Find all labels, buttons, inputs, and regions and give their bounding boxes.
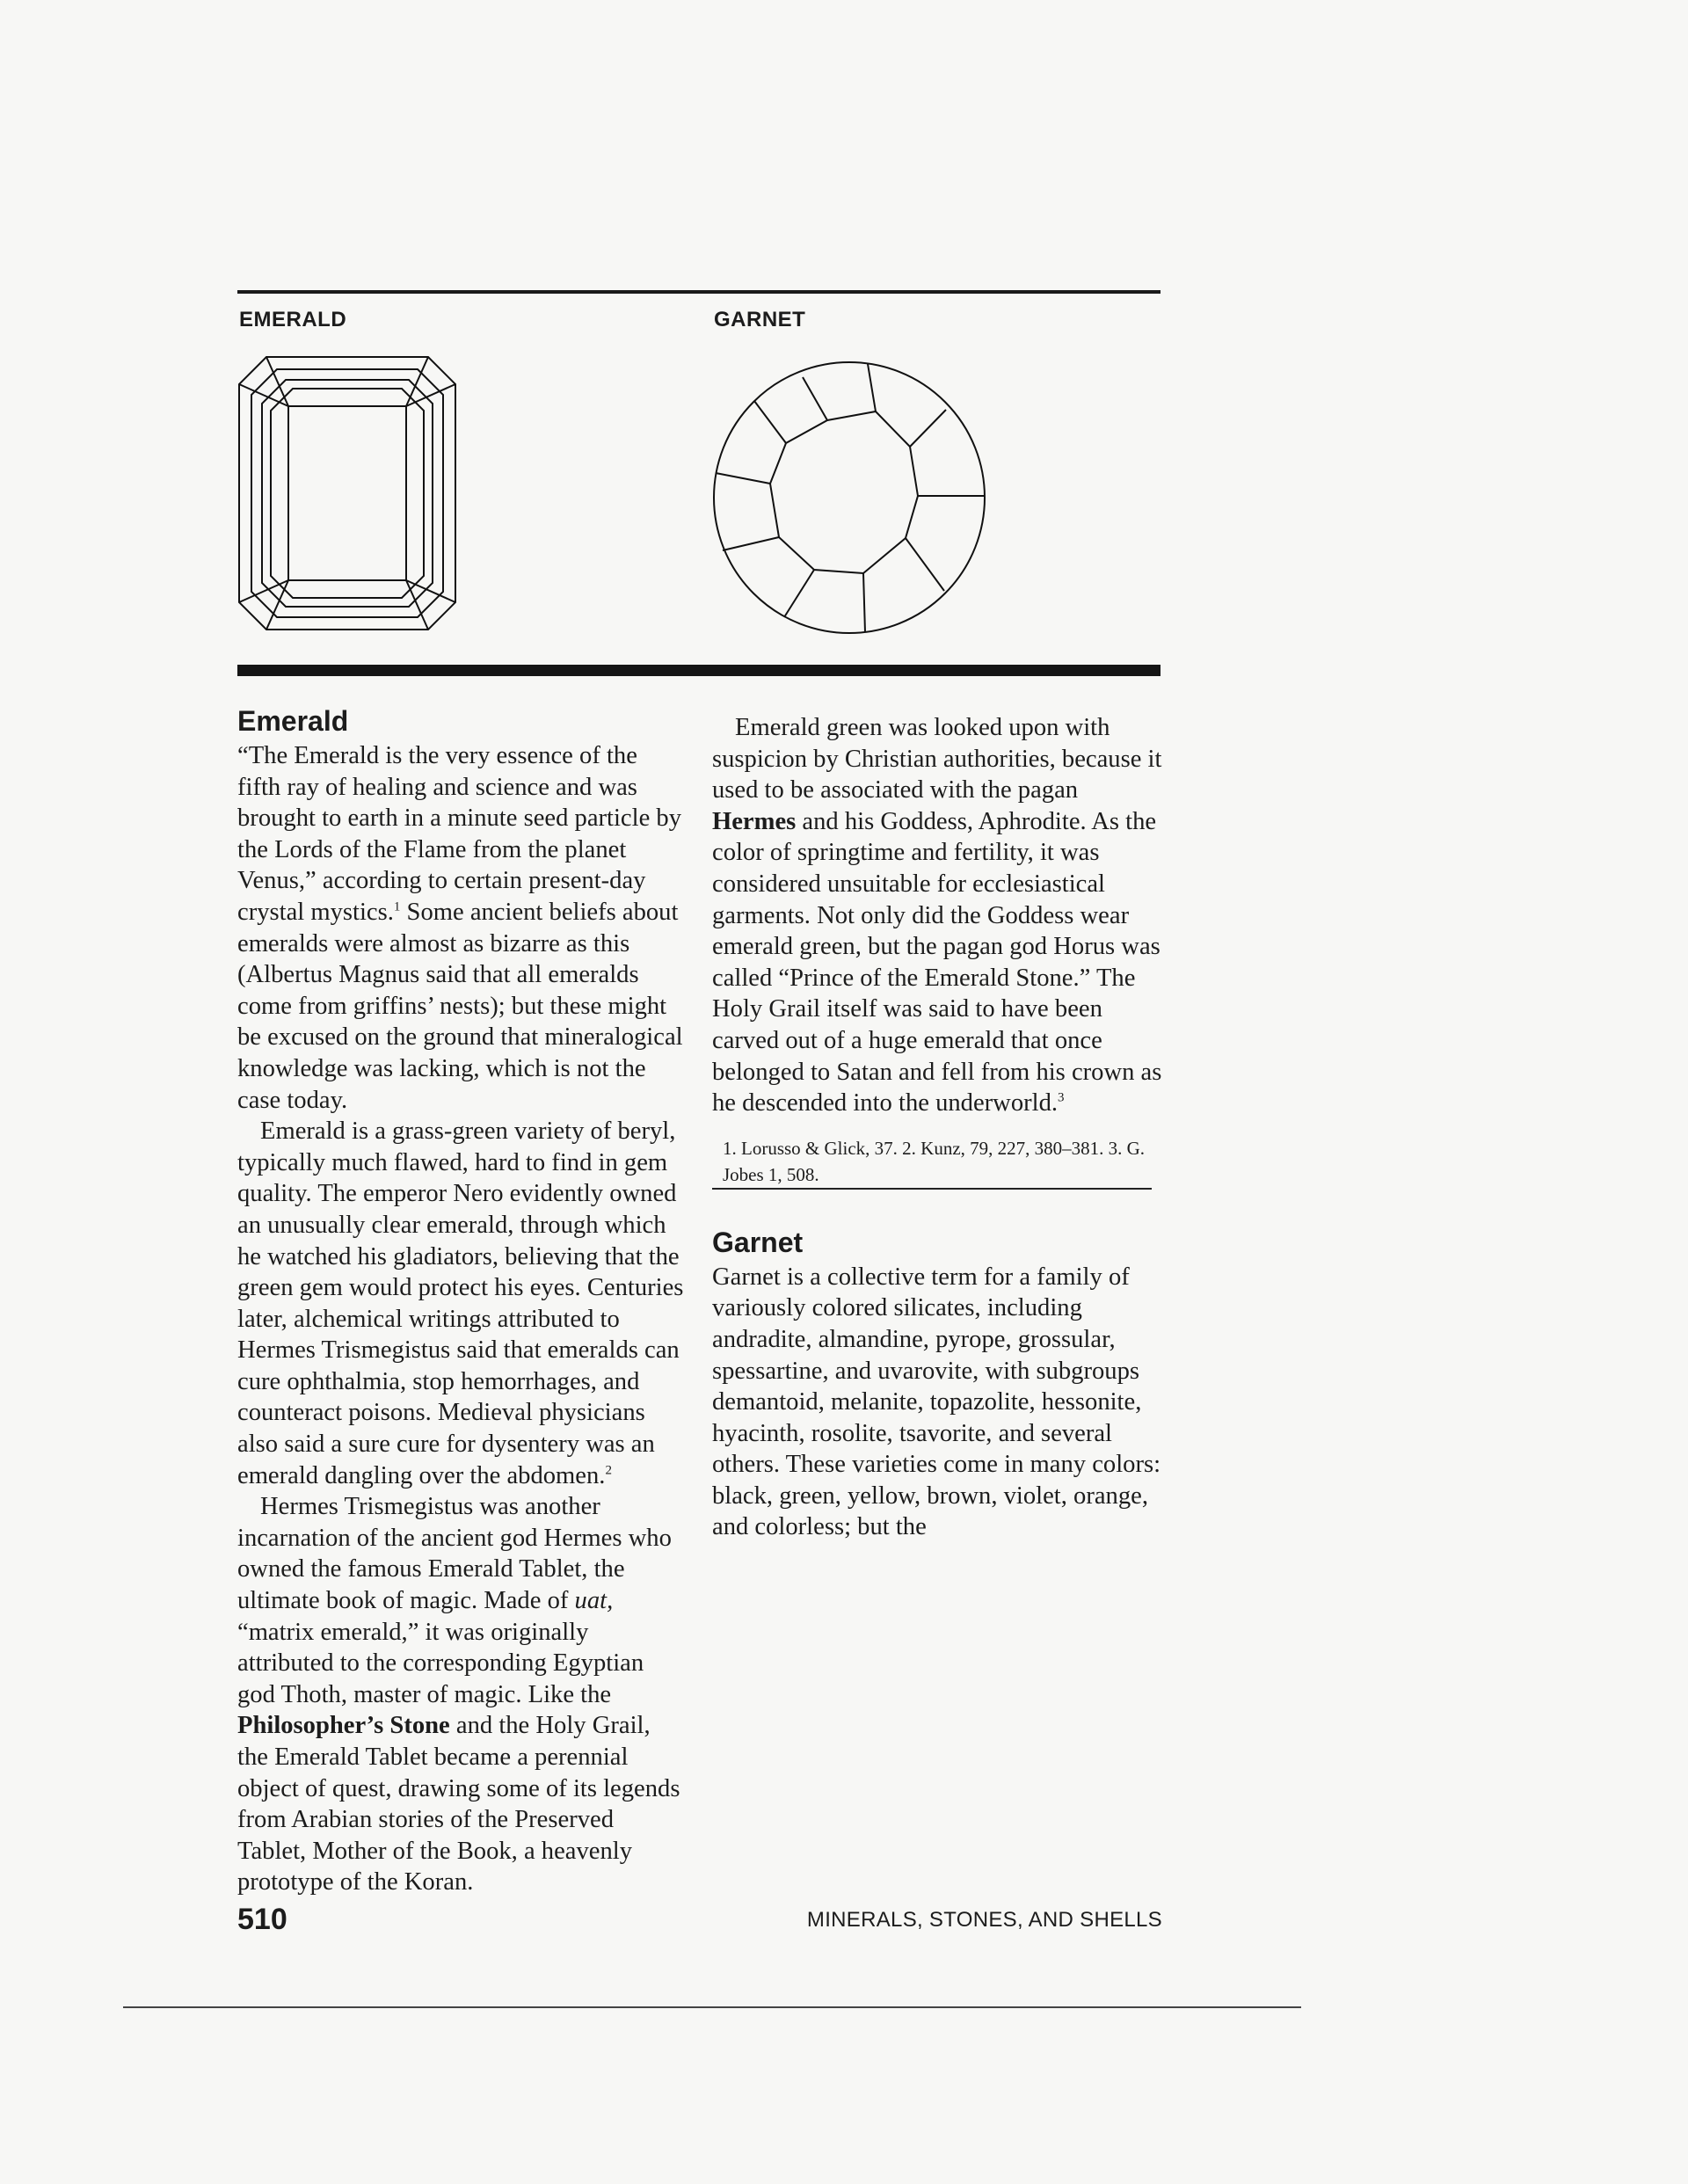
- emerald-paragraph-4: Emerald green was looked upon with suspicion by Christian authorities, because it used to be associated with the pagan Hermes and his Goddess, Aphrodite. As the color of springtime and fertility, it was considered unsuitable for ecclesiastical garments. Not only did the Goddess wear emerald green, but the pagan god Horus was called “Prince of the Emerald Stone.” The Holy Grail itself was said to have been carved out of a huge emerald that once belonged to Satan and fell from his crown as he descended into the underworld.$^3$: [712, 714, 1162, 1117]
- emerald-cut-label: EMERALD: [239, 308, 347, 331]
- header-rule: [237, 290, 1160, 294]
- garnet-cut-label: GARNET: [714, 308, 806, 331]
- running-footer: MINERALS, STONES, AND SHELLS: [806, 1908, 1162, 1932]
- emerald-paragraph-2: Emerald is a grass-green variety of beryl, typically much flawed, hard to find in gem quality. The emperor Nero evidently owned an unusually clear emerald, through which he watched his gladiators, believing that the green gem would protect his eyes. Centuries later, alchemical writings attributed to Hermes Trismegistus said that emeralds can cure ophthalmia, stop hemorrhages, and counteract poisons. Medieval physicians also said a sure cure for dysentery was an emerald dangling over the abdomen.$^2$: [237, 1117, 684, 1489]
- emerald-paragraph-1: “The Emerald is the very essence of the fifth ray of healing and science and was brought to earth in a minute seed particle by the Lords of the Flame from the planet Venus,” according to certain present-day crystal mystics.$^1$ Some ancient beliefs about emeralds were almost as bizarre as this (Albertus Magnus said that all emeralds come from griffins’ nests); but these might be excused on the ground that mineralogical knowledge was lacking, which is not the case today.: [237, 742, 683, 1114]
- footnote-rule: [712, 1188, 1152, 1190]
- emerald-footnotes: 1. Lorusso & Glick, 37. 2. Kunz, 79, 227, 380–381. 3. G. Jobes 1, 508.: [723, 1137, 1146, 1185]
- emerald-cut-diagram: [237, 355, 457, 631]
- garnet-heading: Garnet: [712, 1226, 804, 1258]
- xref-philosophers-stone[interactable]: Philosopher’s Stone: [237, 1712, 450, 1740]
- page-number: 510: [237, 1903, 287, 1936]
- garnet-paragraph-1: Garnet is a collective term for a family of variously colored silicates, including andradite, almandine, pyrope, grossular, spessartine, and uvarovite, with subgroups demantoid, melanite, topazolite, hessonite, hyacinth, rosolite, tsavorite, and several others. These varieties come in many colors: black, green, yellow, brown, violet, orange, and colorless; but the: [712, 1263, 1161, 1541]
- right-column: [712, 712, 1166, 1543]
- emerald-paragraph-3: Hermes Trismegistus was another incarnation of the ancient god Hermes who owned the famous Emerald Tablet, the ultimate book of magic. Made of uat, “matrix emerald,” it was originally attributed to the corresponding Egyptian god Thoth, master of magic. Like the Philosopher’s Stone and the Holy Grail, the Emerald Tablet became a perennial object of quest, drawing some of its legends from Arabian stories of the Preserved Tablet, Mother of the Book, a heavenly prototype of the Koran.: [237, 1493, 680, 1896]
- section-rule: [237, 665, 1160, 676]
- garnet-cut-diagram: [709, 355, 990, 640]
- scan-edge-line: [123, 2006, 1301, 2008]
- xref-hermes[interactable]: Hermes: [712, 807, 797, 835]
- left-column: [237, 703, 686, 1898]
- emerald-heading: Emerald: [237, 705, 349, 737]
